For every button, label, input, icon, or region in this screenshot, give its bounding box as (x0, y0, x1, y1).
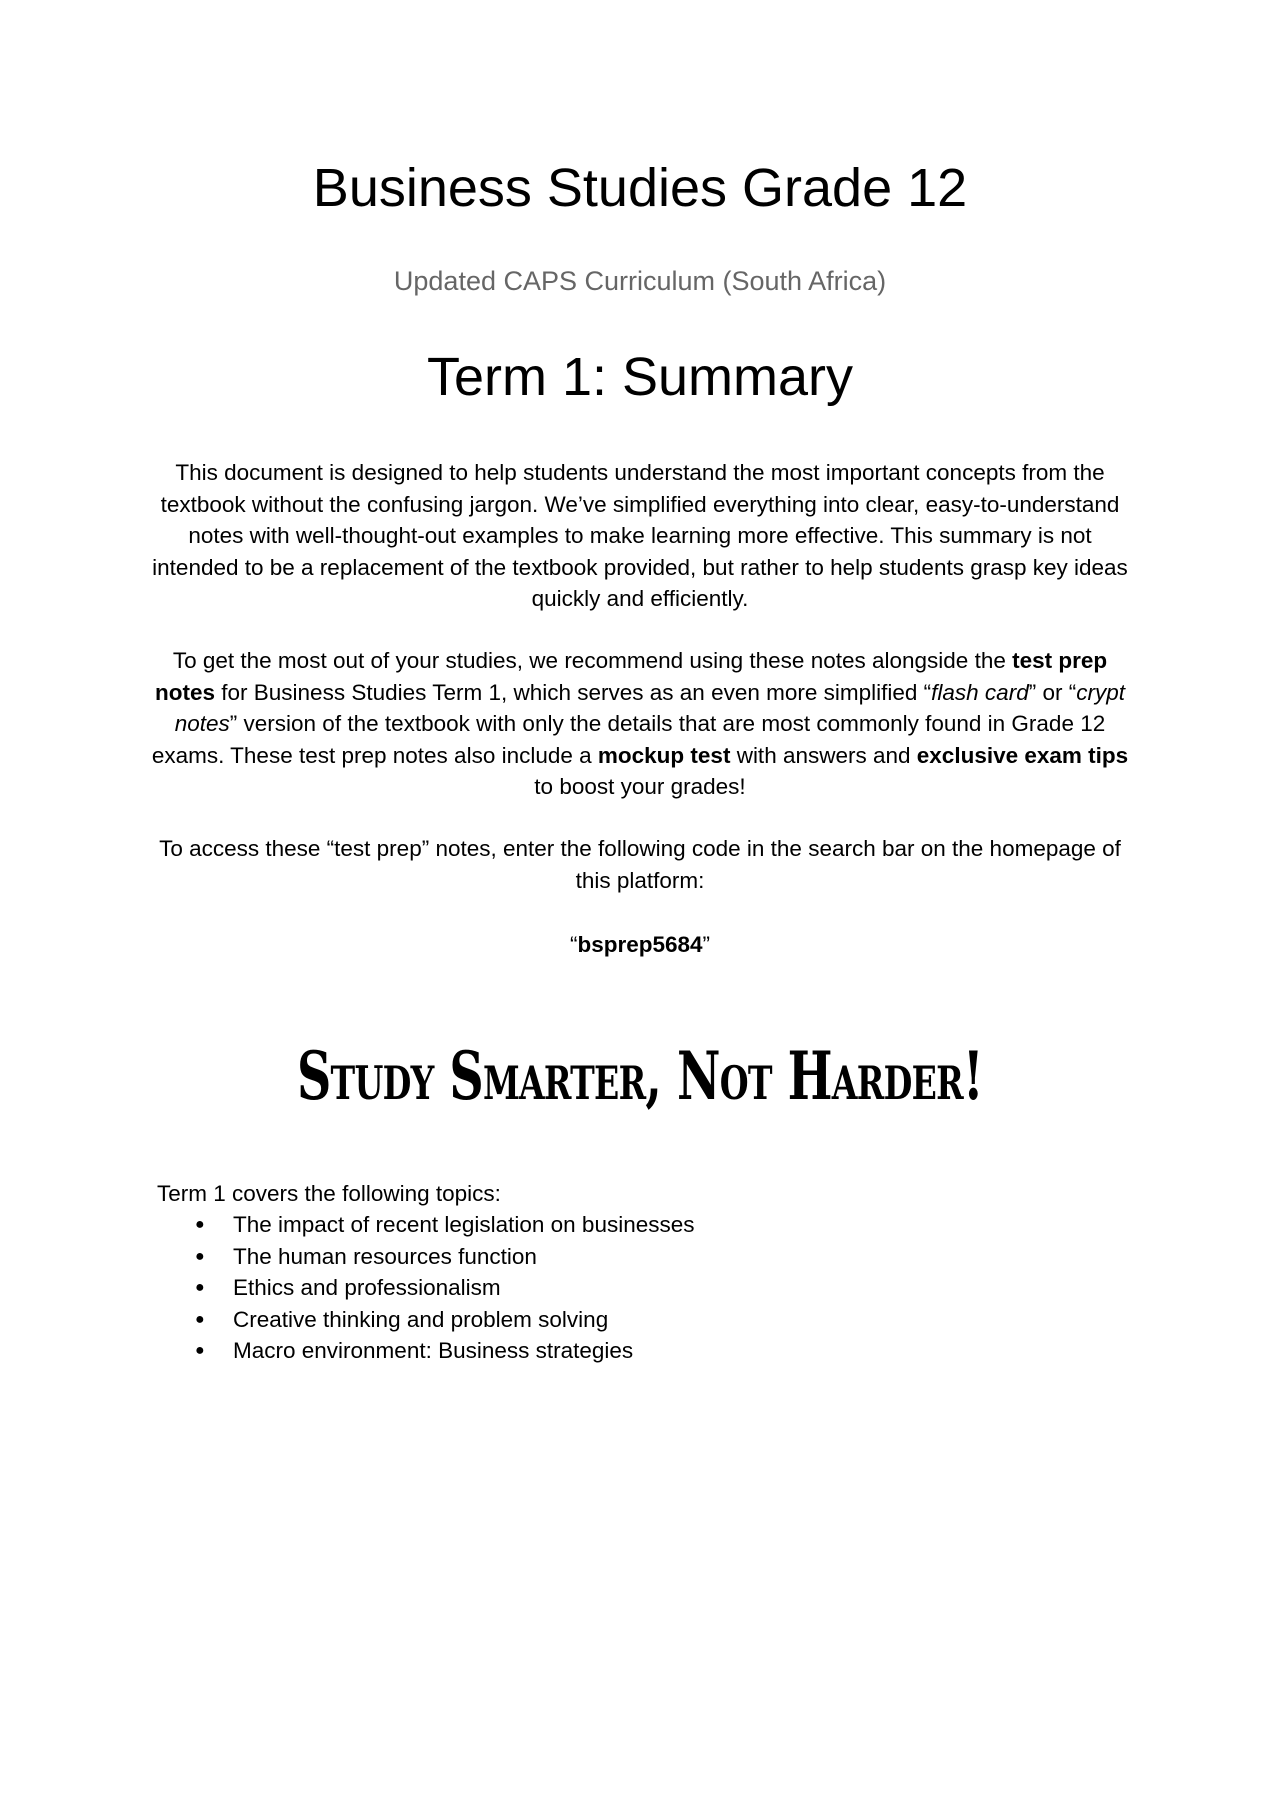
access-code (0, 929, 1280, 961)
recommendation-paragraph (150, 645, 1130, 803)
topic-text: Ethics and professionalism (233, 1275, 501, 1300)
code-value: bsprep5684 (577, 932, 703, 957)
crypt-notes-emphasis: crypt notes (174, 679, 1125, 736)
access-paragraph: To access these “test prep” notes, enter the following code in the search bar on the homepage of this platform: (159, 836, 1121, 893)
topic-text: The impact of recent legislation on businesses (233, 1212, 695, 1237)
slogan-heading: Study Smarter, Not Harder! (296, 1037, 984, 1115)
bullet-icon: ● (195, 1216, 205, 1233)
bullet-icon: ● (195, 1310, 205, 1328)
list-item (157, 1209, 695, 1241)
recommendation-text: To get the most out of your studies, we recommend using these notes alongside the (172, 648, 1013, 673)
recommendation-text: ” version of the textbook with only the details that are most commonly found in Grade 12 exams. These test prep notes also include a (151, 711, 1106, 768)
bullet-icon: ● (195, 1342, 205, 1359)
code-open-quote: “ (569, 932, 578, 957)
term-heading: Term 1: Summary (426, 347, 854, 407)
list-item (157, 1241, 695, 1273)
document-subtitle: Updated CAPS Curriculum (South Africa) (393, 266, 887, 296)
code-close-quote: ” (702, 932, 711, 957)
flash-card-emphasis: flash card (931, 679, 1029, 705)
list-item (157, 1272, 695, 1304)
bullet-icon: ● (195, 1279, 205, 1296)
recommendation-text: for Business Studies Term 1, which serves as an even more simplified “ (215, 679, 932, 705)
topic-text: Macro environment: Business strategies (233, 1338, 634, 1363)
list-item (157, 1304, 695, 1336)
recommendation-text: ” or “ (1028, 679, 1077, 705)
bullet-icon: ● (195, 1247, 205, 1265)
list-item (157, 1335, 695, 1367)
exam-tips-emphasis: exclusive exam tips (916, 742, 1129, 768)
topic-text: Creative thinking and problem solving (233, 1306, 609, 1332)
document-title: Business Studies Grade 12 (312, 158, 968, 218)
recommendation-text: to boost your grades! (534, 774, 746, 799)
topics-intro: Term 1 covers the following topics: (157, 1181, 501, 1206)
test-prep-notes-emphasis: test prep notes (155, 648, 1108, 705)
topic-text: The human resources function (233, 1243, 537, 1269)
recommendation-text: with answers and (730, 742, 917, 768)
intro-paragraph: This document is designed to help students understand the most important concepts from the textbook without the confusing jargon. We’ve simplified everything into clear, easy-to-understand notes with well-thought-out examples to make learning more effective. This summary is not intended to be a replacement of the textbook provided, but rather to help students grasp key ideas quickly and efficiently. (152, 460, 1128, 611)
mockup-test-emphasis: mockup test (597, 742, 731, 768)
topics-list (157, 1209, 695, 1367)
